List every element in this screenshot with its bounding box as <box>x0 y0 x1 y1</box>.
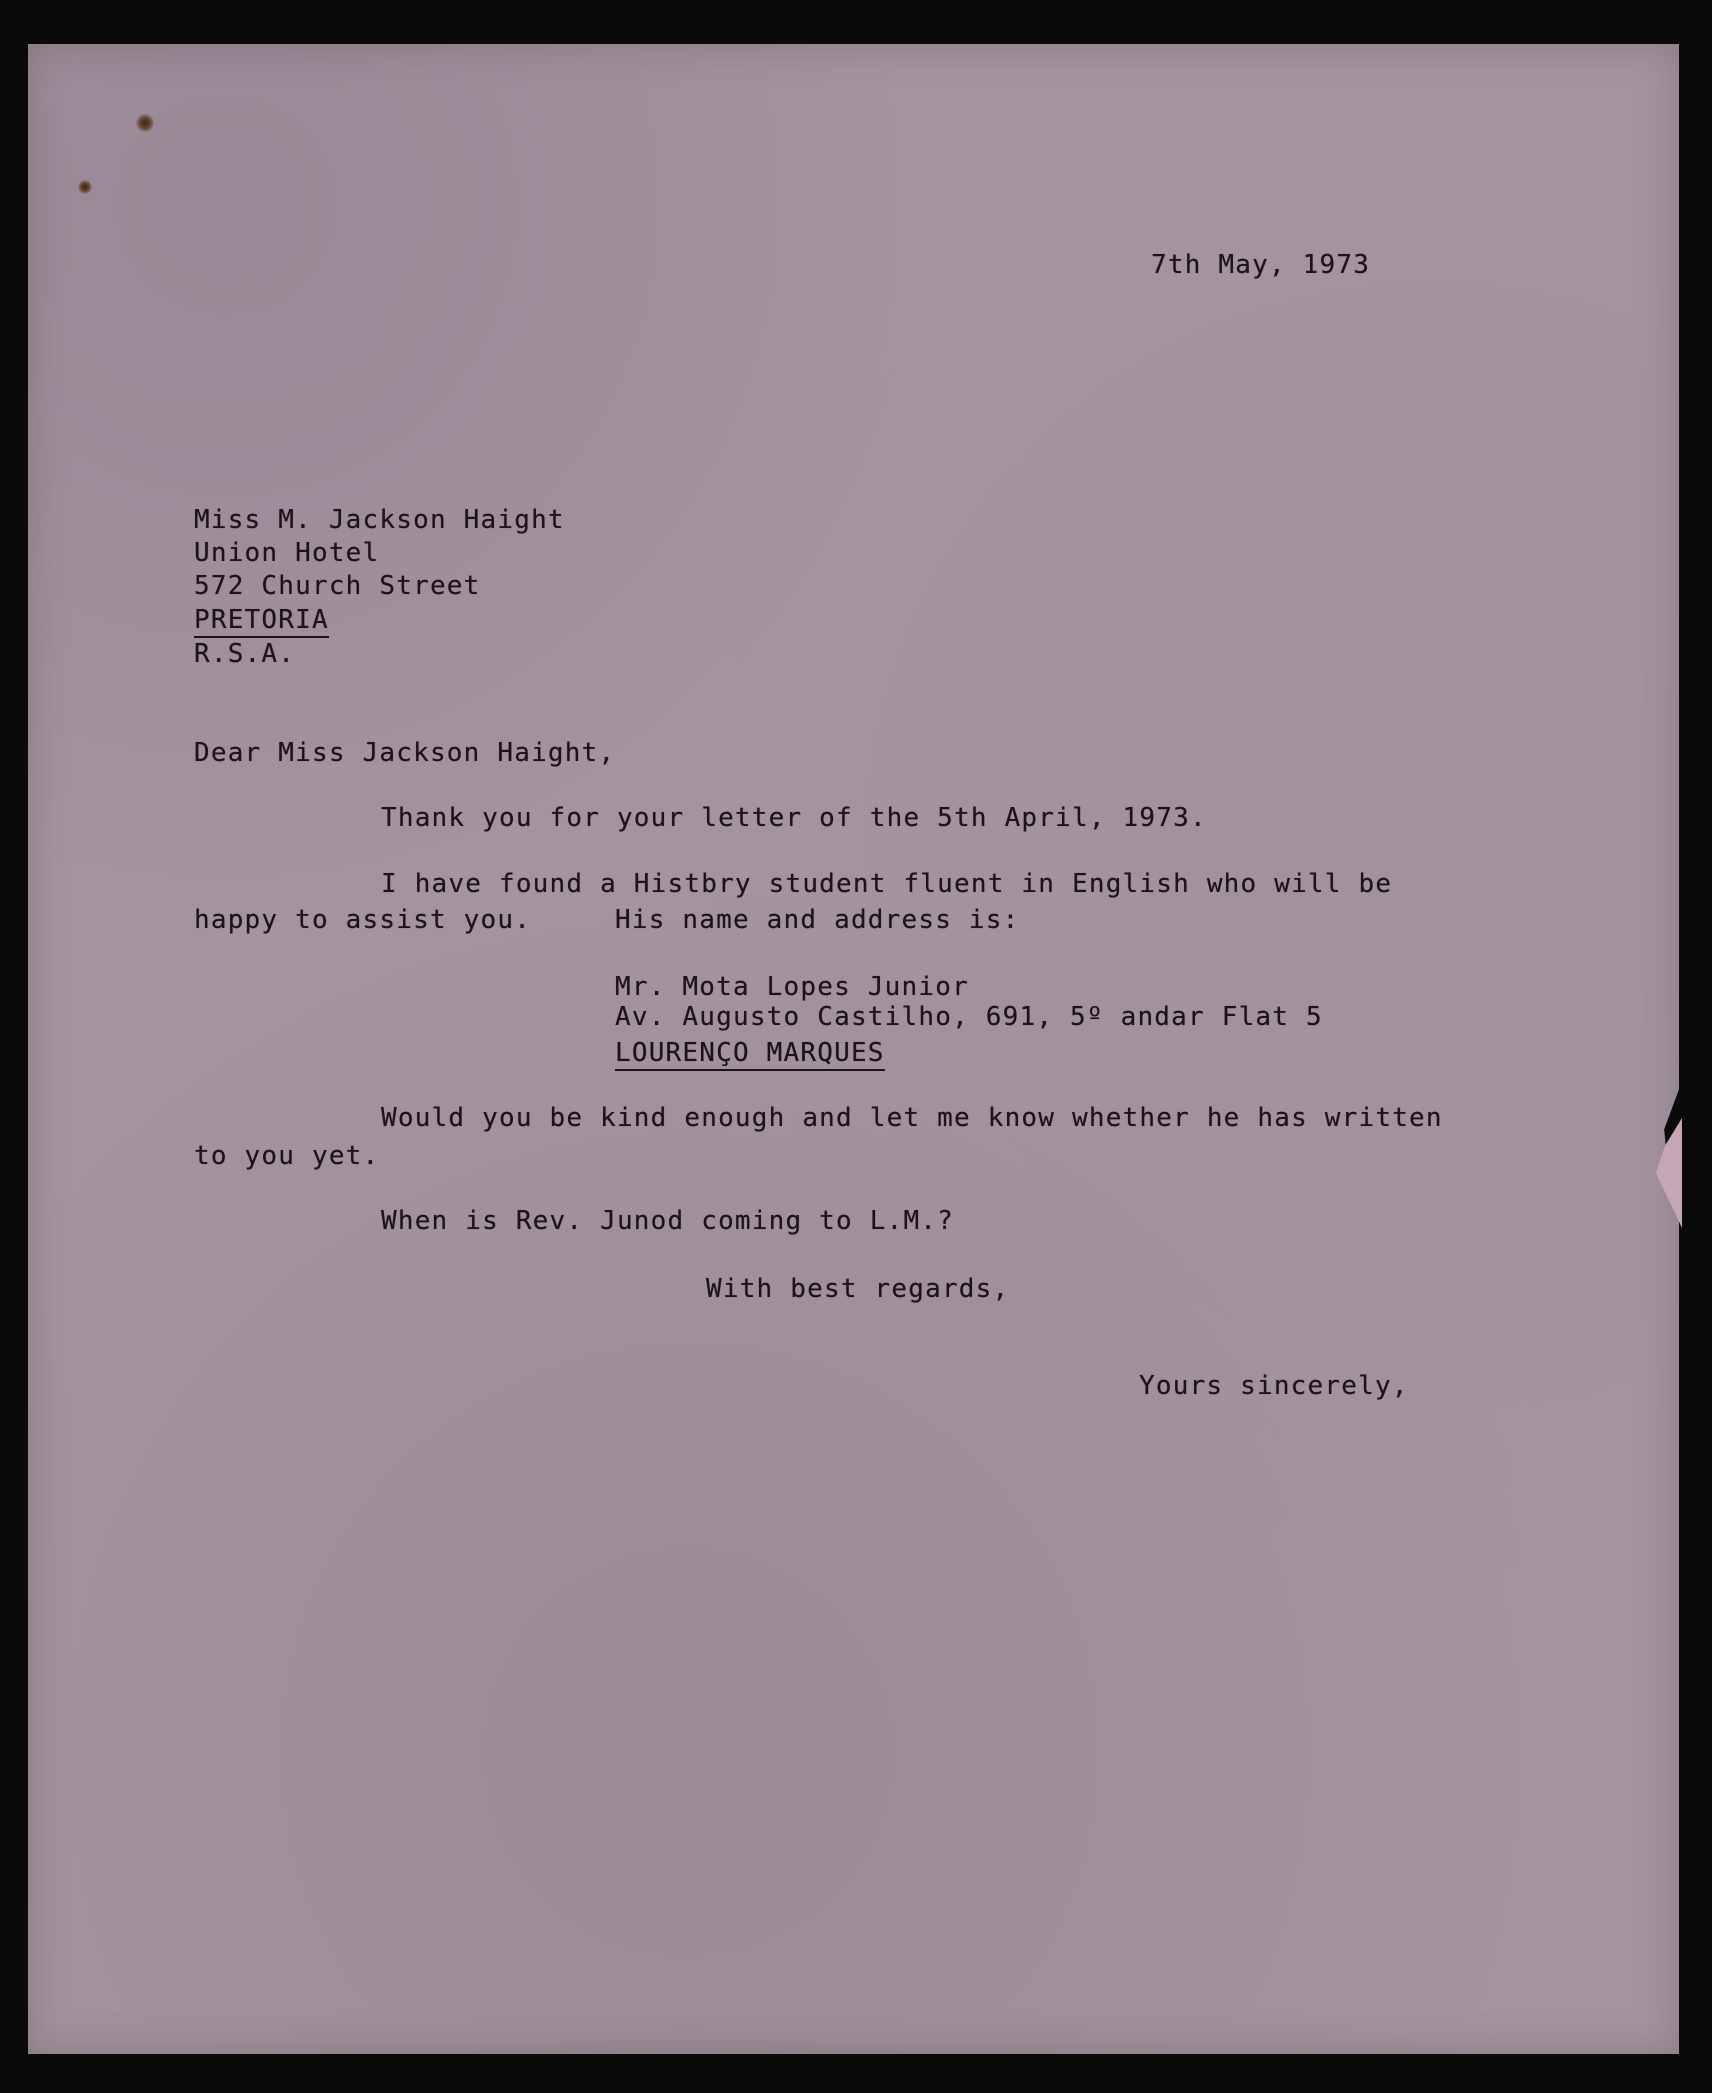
student-name: Mr. Mota Lopes Junior <box>615 972 969 1002</box>
paragraph-student-line2: happy to assist you. <box>194 905 532 935</box>
paragraph-student-line1: I have found a Histbry student fluent in English who will be <box>381 869 1393 899</box>
recipient-street: 572 Church Street <box>194 571 481 601</box>
student-street: Av. Augusto Castilho, 691, 5º andar Flat 5 <box>615 1002 1323 1032</box>
recipient-city: PRETORIA <box>194 607 329 638</box>
recipient-hotel: Union Hotel <box>194 538 380 568</box>
student-city: LOURENÇO MARQUES <box>615 1040 885 1071</box>
recipient-name: Miss M. Jackson Haight <box>194 505 565 535</box>
paragraph-thanks: Thank you for your letter of the 5th April, 1973. <box>381 803 1207 833</box>
salutation: Dear Miss Jackson Haight, <box>194 738 616 768</box>
closing-regards: With best regards, <box>706 1274 1010 1304</box>
stain-mark <box>136 114 154 132</box>
letter-date: 7th May, 1973 <box>1151 250 1371 280</box>
paragraph-request-line2: to you yet. <box>194 1141 380 1171</box>
stain-mark <box>78 180 92 194</box>
paragraph-student-line2-cont: His name and address is: <box>615 905 1020 935</box>
closing-sincerely: Yours sincerely, <box>1139 1371 1409 1401</box>
paragraph-question: When is Rev. Junod coming to L.M.? <box>381 1206 955 1236</box>
recipient-country: R.S.A. <box>194 639 296 669</box>
paragraph-request-line1: Would you be kind enough and let me know whether he has written <box>381 1103 1443 1133</box>
